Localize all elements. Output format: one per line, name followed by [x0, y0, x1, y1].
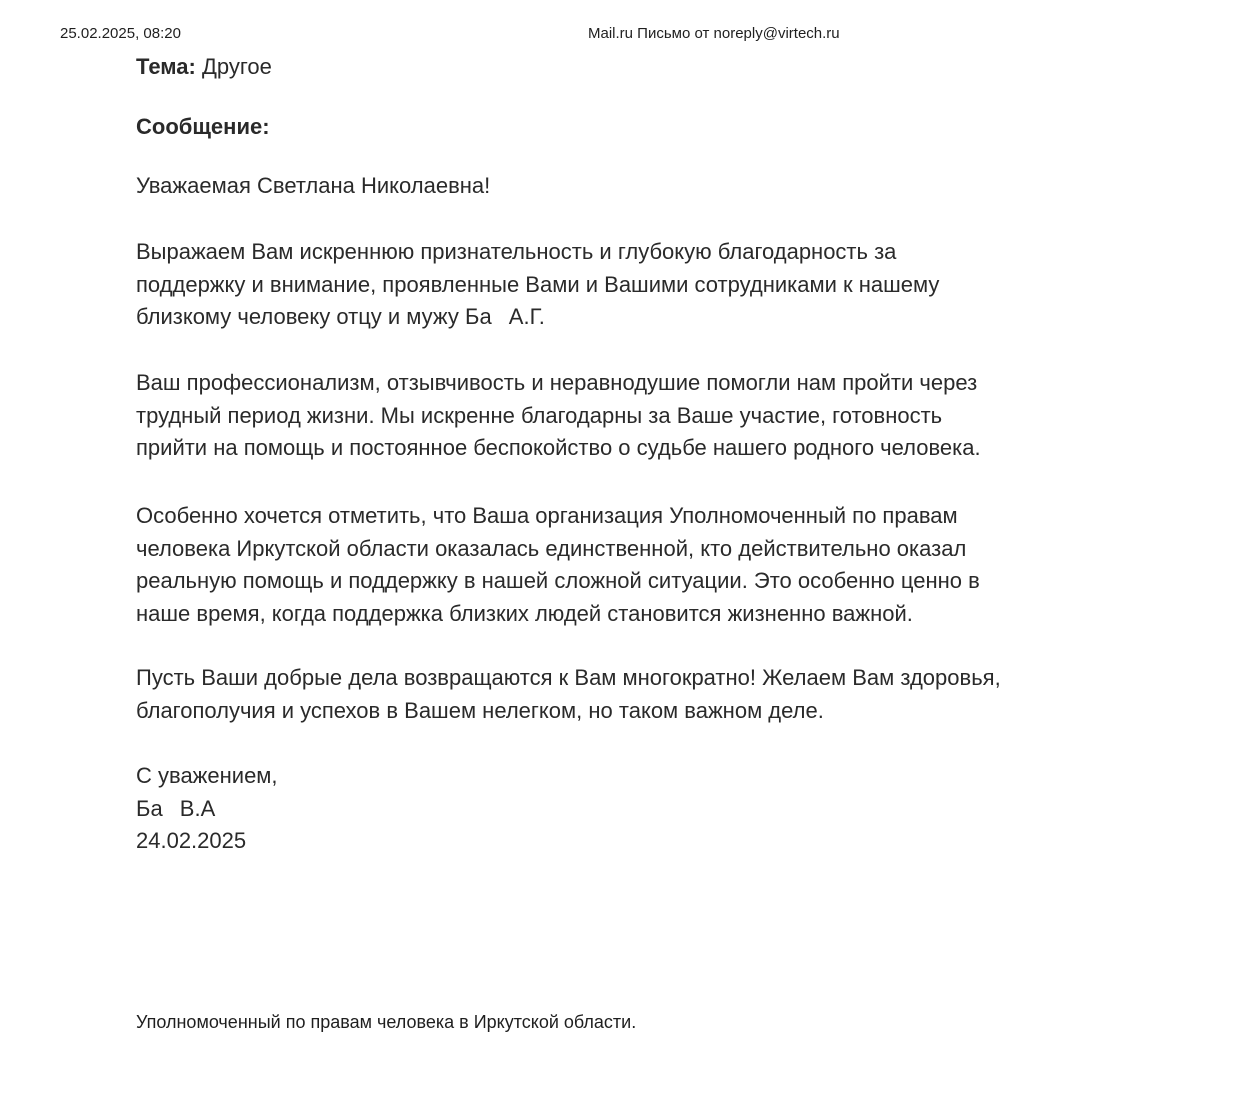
signature-name: Ба В.А [136, 795, 216, 821]
paragraph-line: прийти на помощь и постоянное беспокойство о судьбе нашего родного человека. [136, 435, 981, 460]
paragraph-1 [136, 236, 939, 334]
paragraph-line: Пусть Ваши добрые дела возвращаются к Вам многократно! Желаем Вам здоровья, [136, 665, 1001, 690]
paragraph-line: трудный период жизни. Мы искренне благодарны за Ваше участие, готовность [136, 402, 943, 428]
paragraph-line: человека Иркутской области оказалась единственной, кто действительно оказал [136, 535, 967, 561]
paragraph-line: наше время, когда поддержка близких людей становится жизненно важной. [136, 600, 913, 626]
paragraph-line: Ваш профессионализм, отзывчивость и неравнодушие помогли нам пройти через [136, 370, 978, 395]
signature-block [136, 760, 278, 858]
closing: С уважением, [136, 763, 278, 788]
signature-date: 24.02.2025 [136, 828, 247, 853]
subject-label: Тема: [136, 54, 196, 79]
greeting [136, 170, 490, 203]
print-datetime: 25.02.2025, 08:20 [60, 25, 181, 42]
paragraph-4 [136, 662, 1001, 727]
paragraph-3 [136, 500, 980, 630]
message-label: Сообщение: [136, 114, 270, 139]
footer-organization: Уполномоченный по правам человека в Иркутской области. [136, 1012, 637, 1032]
paragraph-line: благополучия и успехов в Вашем нелегком, но таком важном деле. [136, 697, 824, 723]
paragraph-line: реальную помощь и поддержку в нашей сложной ситуации. Это особенно ценно в [136, 568, 980, 593]
paragraph-line: Выражаем Вам искреннюю признательность и глубокую благодарность за [136, 239, 897, 264]
paragraph-2 [136, 367, 981, 465]
print-title: Mail.ru Письмо от noreply@virtech.ru [588, 25, 840, 42]
subject-value: Другое [201, 54, 272, 79]
paragraph-line: Особенно хочется отметить, что Ваша организация Уполномоченный по правам [136, 503, 958, 528]
paragraph-line: близкому человеку отцу и мужу Ба А.Г. [136, 304, 545, 329]
greeting-line: Уважаемая Светлана Николаевна! [136, 173, 491, 198]
paragraph-line: поддержку и внимание, проявленные Вами и Вашими сотрудниками к нашему [136, 271, 940, 297]
subject-line [136, 54, 272, 80]
